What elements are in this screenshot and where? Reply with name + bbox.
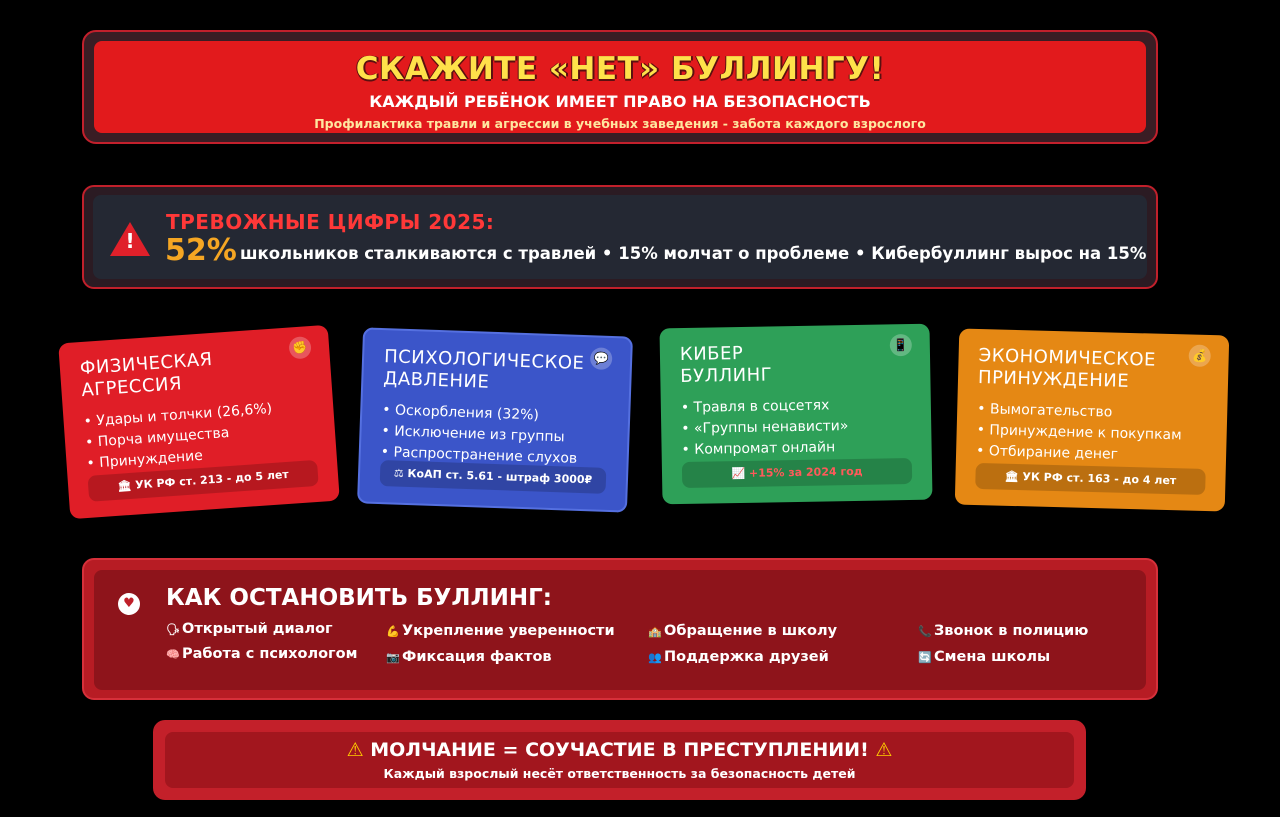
footer-warning xyxy=(153,739,1086,761)
card-title-line2: АГРЕССИЯ xyxy=(80,373,183,402)
card-title-line1: КИБЕР xyxy=(679,342,744,366)
card-title xyxy=(383,346,585,397)
law-badge: ⚖ КоАП ст. 5.61 - штраф 3000₽ xyxy=(380,460,607,494)
stats-title: ТРЕВОЖНЫЕ ЦИФРЫ 2025: xyxy=(166,210,495,234)
tip-label: Звонок в полицию xyxy=(934,623,1089,639)
stats-text: школьников сталкиваются с травлей • 15% молчат о проблеме • Кибербуллинг вырос на 15% xyxy=(240,244,1147,263)
refresh-icon: 🔄 xyxy=(918,651,932,664)
card-list xyxy=(976,399,1183,467)
list-item: • Исключение из группы xyxy=(381,421,578,449)
warning-icon: ⚠ xyxy=(875,739,893,761)
school-icon: 🏫 xyxy=(648,625,662,638)
footer-warning-text: МОЛЧАНИЕ = СОУЧАСТИЕ В ПРЕСТУПЛЕНИИ! xyxy=(370,739,869,761)
tip-item xyxy=(166,621,333,637)
tip-item xyxy=(386,623,615,639)
warning-icon: ⚠ xyxy=(346,739,364,761)
list-item: • Травля в соцсетях xyxy=(681,395,849,419)
card-title-line2: ДАВЛЕНИЕ xyxy=(383,368,490,393)
card-economic-coercion xyxy=(955,328,1230,511)
how-to-stop-title: КАК ОСТАНОВИТЬ БУЛЛИНГ: xyxy=(166,585,552,611)
phone-call-icon: 📞 xyxy=(918,625,932,638)
muscle-icon: 💪 xyxy=(386,625,400,638)
speech-icon: 🗣 xyxy=(166,623,180,636)
friends-icon: 👥 xyxy=(648,651,662,664)
page-subtitle: КАЖДЫЙ РЕБЁНОК ИМЕЕТ ПРАВО НА БЕЗОПАСНОСТЬ xyxy=(369,92,871,111)
tip-label: Смена школы xyxy=(934,649,1051,665)
tip-item xyxy=(648,623,837,639)
list-item: • Распространение слухов xyxy=(380,442,577,470)
shield-icon: ♥ xyxy=(118,593,140,615)
header-banner xyxy=(82,30,1158,144)
list-item: • Вымогательство xyxy=(977,399,1182,425)
brain-icon: 🧠 xyxy=(166,648,180,661)
law-badge: 📈 +15% за 2024 год xyxy=(682,458,912,488)
tip-label: Обращение в школу xyxy=(664,623,838,639)
money-bag-icon: 💰 xyxy=(1188,345,1211,368)
card-list xyxy=(83,399,276,475)
list-item: • «Группы ненависти» xyxy=(681,416,849,440)
header-inner xyxy=(94,41,1146,133)
page-title: СКАЖИТЕ «НЕТ» БУЛЛИНГУ! xyxy=(355,51,885,87)
tip-label: Укрепление уверенности xyxy=(402,623,615,639)
tip-item xyxy=(166,646,357,662)
card-cyberbullying xyxy=(659,324,932,505)
card-title xyxy=(978,345,1156,394)
page-tagline: Профилактика травли и агрессии в учебных заведения - забота каждого взрослого xyxy=(314,116,926,131)
card-title-line1: ФИЗИЧЕСКАЯ xyxy=(79,348,214,380)
speech-bubble-icon: 💬 xyxy=(590,347,613,370)
tip-label: Поддержка друзей xyxy=(664,649,829,665)
tip-item xyxy=(386,649,552,665)
list-item: • Оскорбления (32%) xyxy=(382,400,579,428)
tip-label: Фиксация фактов xyxy=(402,649,552,665)
card-title-line1: ПСИХОЛОГИЧЕСКОЕ xyxy=(383,346,585,375)
list-item: • Удары и толчки (26,6%) xyxy=(83,399,273,433)
footer-subtitle: Каждый взрослый несёт ответственность за безопасность детей xyxy=(383,766,856,781)
card-physical-aggression xyxy=(58,325,340,519)
list-item: • Порча имущества xyxy=(84,420,274,454)
card-psychological-pressure xyxy=(357,327,633,512)
card-list xyxy=(380,400,579,470)
card-title-line2: ПРИНУЖДЕНИЕ xyxy=(977,367,1130,392)
card-title xyxy=(79,349,215,402)
tip-item xyxy=(918,649,1050,665)
stats-panel-inner xyxy=(93,195,1147,279)
card-title-line2: БУЛЛИНГ xyxy=(680,364,773,388)
camera-icon: 📷 xyxy=(386,651,400,664)
law-badge: 🏛 УК РФ ст. 163 - до 4 лет xyxy=(975,463,1206,495)
card-list xyxy=(681,395,849,461)
tip-label: Работа с психологом xyxy=(182,646,358,662)
list-item: • Принуждение xyxy=(86,441,276,475)
tip-item xyxy=(648,649,829,665)
phone-icon: 📱 xyxy=(890,334,912,356)
law-badge: 🏛 УК РФ ст. 213 - до 5 лет xyxy=(87,460,318,502)
tip-item xyxy=(918,623,1088,639)
list-item: • Компромат онлайн xyxy=(681,437,849,461)
card-title-line1: ЭКОНОМИЧЕСКОЕ xyxy=(978,345,1157,371)
warning-exclamation: ! xyxy=(125,229,135,253)
stats-big-number: 52% xyxy=(165,233,237,268)
list-item: • Принуждение к покупкам xyxy=(976,420,1181,446)
list-item: • Отбирание денег xyxy=(976,441,1181,467)
card-title xyxy=(680,342,773,388)
tip-label: Открытый диалог xyxy=(182,621,333,637)
stats-panel xyxy=(82,185,1158,289)
fist-icon: ✊ xyxy=(288,336,311,359)
